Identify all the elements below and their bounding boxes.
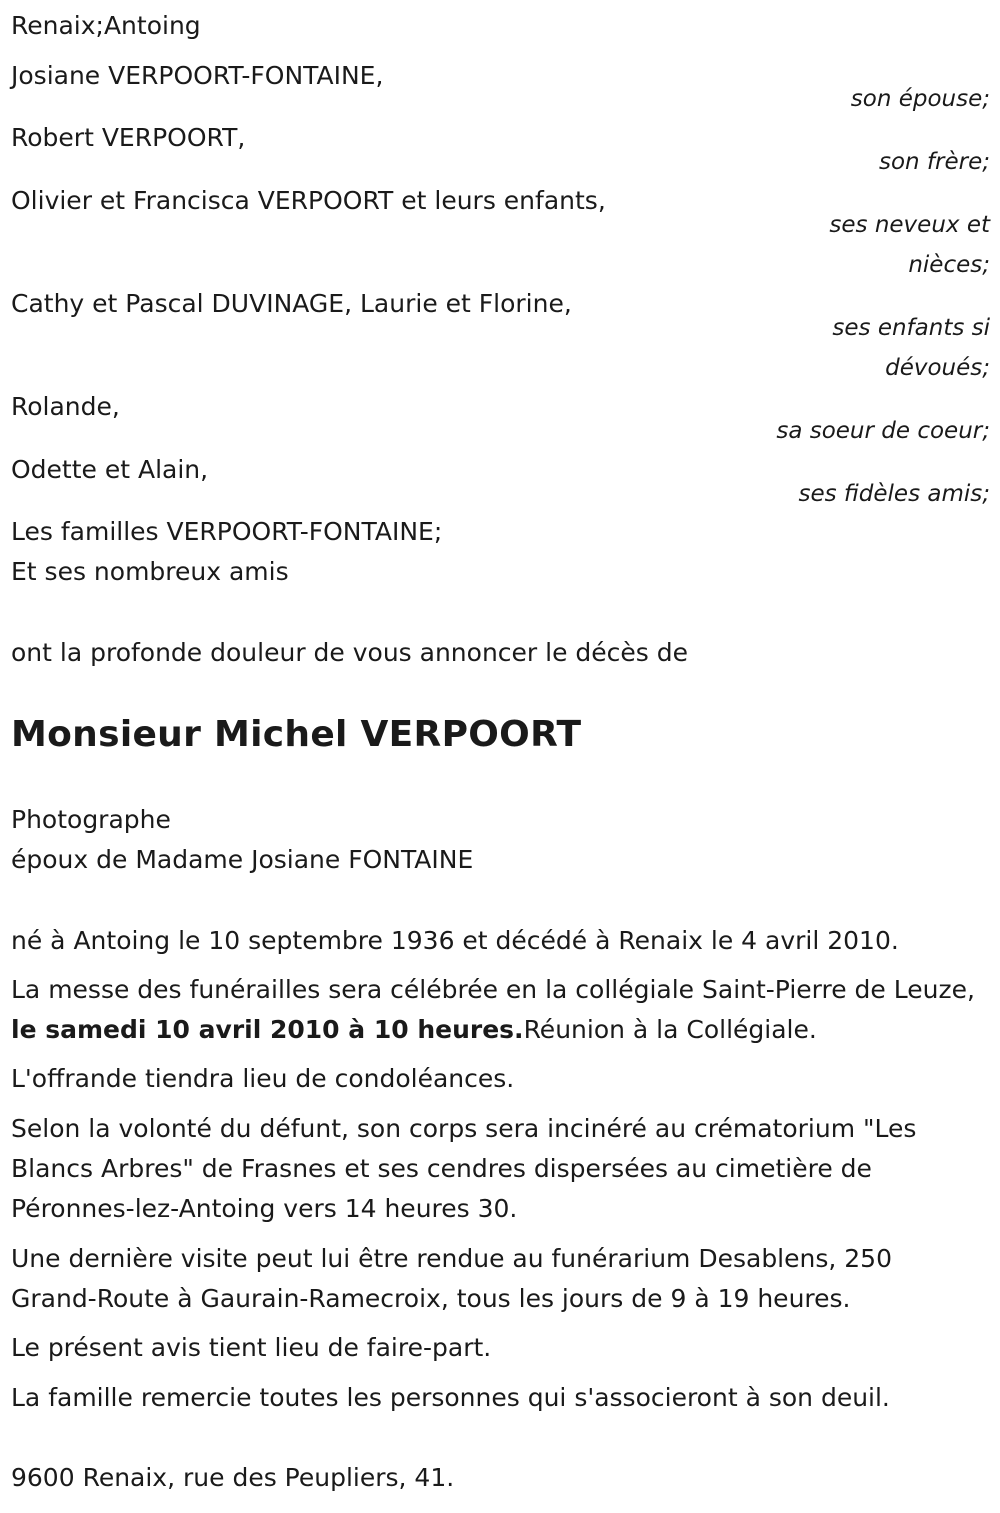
relative-name: Odette et Alain,	[11, 455, 209, 484]
funeral-mass-text	[11, 970, 980, 1050]
mass-meeting: Réunion à la Collégiale.	[523, 1015, 817, 1044]
families-line: Les familles VERPOORT-FONTAINE;	[11, 517, 443, 546]
thanks-text: La famille remercie toutes les personnes qui s'associeront à son deuil.	[11, 1383, 890, 1412]
announcement-text: ont la profonde douleur de vous annoncer le décès de	[11, 638, 689, 667]
mass-text: La messe des funérailles sera célébrée en la collégiale Saint-Pierre de Leuze,	[11, 975, 975, 1004]
mass-date: le samedi 10 avril 2010 à 10 heures.	[11, 1015, 524, 1044]
relative-entry	[11, 286, 990, 390]
relative-role: sa soeur de coeur;	[776, 418, 990, 444]
friends-line: Et ses nombreux amis	[11, 557, 289, 586]
relative-name: Olivier et Francisca VERPOORT et leurs enfants,	[11, 186, 606, 215]
relative-role: ses neveux et nièces;	[829, 212, 990, 278]
cremation-text: Selon la volonté du défunt, son corps sera incinéré au crématorium "Les Blancs Arbres" de Frasnes et ses cendres dispersées au cimetière de Péronnes-lez-Antoing vers 14 heures 30.	[11, 1114, 917, 1223]
profession: Photographe	[11, 805, 171, 834]
relative-name: Josiane VERPOORT-FONTAINE,	[11, 61, 384, 90]
relative-entry	[11, 452, 990, 514]
relative-role: ses enfants si dévoués;	[832, 315, 990, 381]
relative-role: son épouse;	[850, 86, 990, 112]
deceased-name: Monsieur Michel VERPOORT	[11, 714, 582, 755]
relative-entry	[11, 183, 990, 287]
relative-name: Cathy et Pascal DUVINAGE, Laurie et Florine,	[11, 289, 572, 318]
relative-entry	[11, 120, 990, 182]
address: 9600 Renaix, rue des Peupliers, 41.	[11, 1463, 455, 1492]
relative-name: Robert VERPOORT,	[11, 123, 246, 152]
place-header: Renaix;Antoing	[11, 11, 201, 40]
visit-text: Une dernière visite peut lui être rendue au funérarium Desablens, 250 Grand-Route à Gaurain-Ramecroix, tous les jours de 9 à 19 heures.	[11, 1244, 892, 1313]
spouse-line: époux de Madame Josiane FONTAINE	[11, 845, 474, 874]
relative-role: son frère;	[878, 149, 990, 175]
condolences-text: L'offrande tiendra lieu de condoléances.	[11, 1064, 515, 1093]
relative-role: ses fidèles amis;	[798, 481, 990, 507]
relative-entry	[11, 389, 990, 451]
notice-text: Le présent avis tient lieu de faire-part.	[11, 1333, 492, 1362]
relative-entry	[11, 58, 990, 120]
relative-name: Rolande,	[11, 392, 120, 421]
birth-death-text: né à Antoing le 10 septembre 1936 et décédé à Renaix le 4 avril 2010.	[11, 926, 899, 955]
